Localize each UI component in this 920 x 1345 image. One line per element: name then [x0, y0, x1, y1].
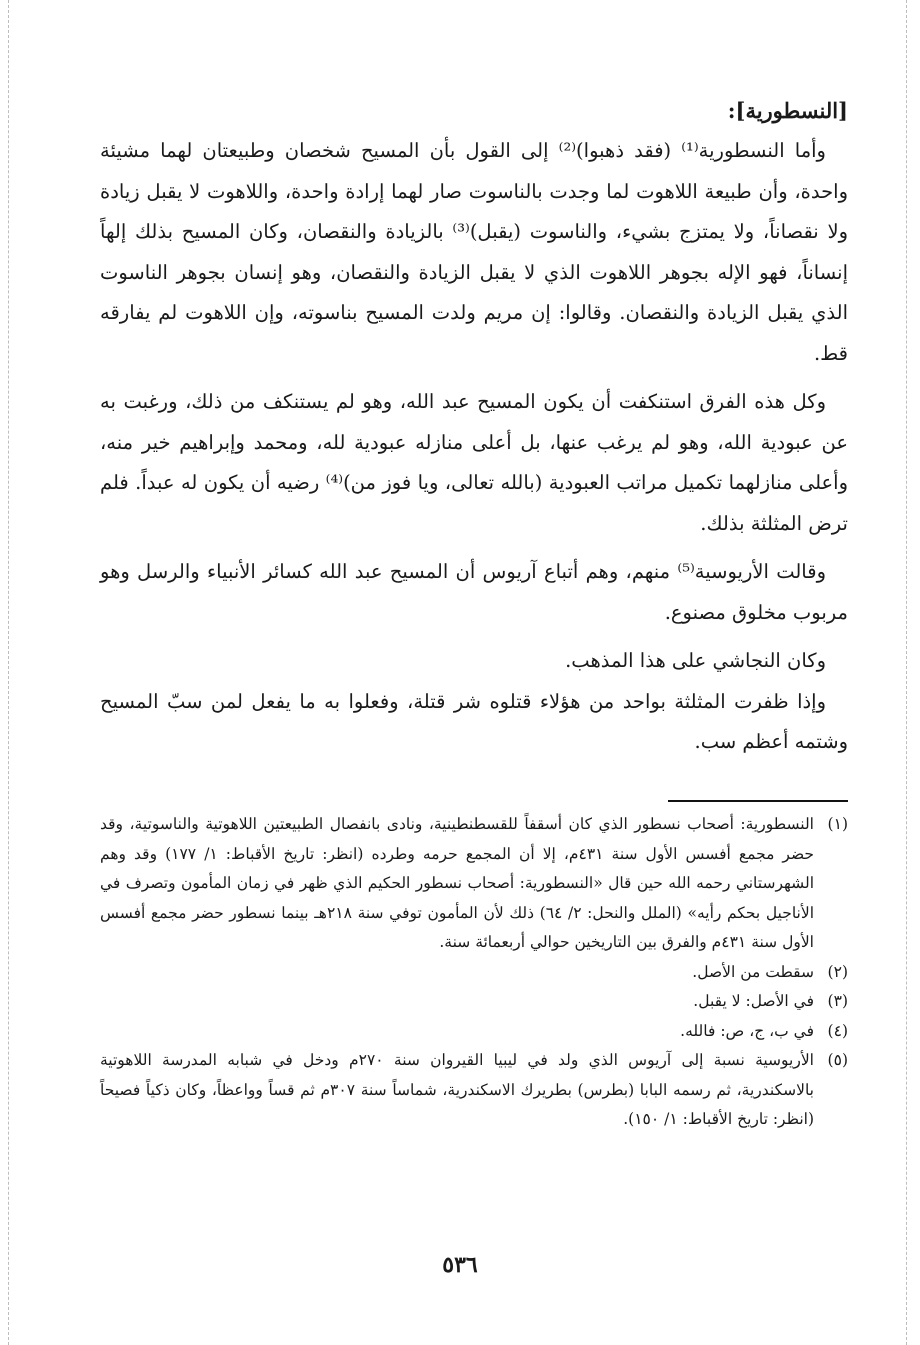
paragraph-servitude: وكل هذه الفرق استنكفت أن يكون المسيح عبد الله، وهو لم يستنكف من ذلك، ورغبت به عن عبودية الله، وهو لم يرغب عنها، بل أعلى منازله عبودية لله، ومحمد وإبراهيم خير منه، وأعلى منازلهما تكميل مراتب العبودية (بالله تعالى، ويا فوز من)⁽⁴⁾ رضيه أن يكون له عبداً. فلم ترض المثلثة بذلك. [100, 390, 849, 535]
footnote-number: (٥) [827, 1051, 848, 1069]
footnote-text: في ب، ج، ص: فالله. [680, 1021, 814, 1040]
footnote-number: (٤) [827, 1021, 848, 1040]
footnote [100, 810, 848, 958]
paragraph-arians: وقالت الأريوسية⁽⁵⁾ منهم، وهم أتباع آريوس أن المسيح عبد الله كسائر الأنبياء والرسل وهو مربوب مخلوق مصنوع. [100, 560, 848, 624]
paragraph-negus: وكان النجاشي على هذا المذهب. [565, 649, 826, 672]
footnotes [100, 810, 848, 1135]
footnote [100, 958, 848, 988]
footnote-separator [668, 800, 848, 802]
footnote-number: (١) [827, 815, 848, 833]
main-text [100, 95, 848, 771]
footnote-text: في الأصل: لا يقبل. [693, 992, 814, 1010]
footnote-text: سقطت من الأصل. [692, 962, 814, 981]
footnote-number: (٣) [827, 992, 848, 1010]
right-margin-guide [906, 0, 907, 1345]
section-heading: [النسطورية]: [727, 98, 848, 123]
footnote [100, 1017, 848, 1047]
left-margin-guide [8, 0, 9, 1345]
paragraph-nestorians: وأما النسطورية⁽¹⁾ (فقد ذهبوا)⁽²⁾ إلى القول بأن المسيح شخصان وطبيعتان لهما مشيئة واحدة، وأن طبيعة اللاهوت لما وجدت بالناسوت صار لهما إرادة واحدة، واللاهوت لا يقبل زيادة ولا نقصاناً، ولا يمتزج بشيء، والناسوت (يقبل)⁽³⁾ بالزيادة والنقصان، وكان المسيح بذلك إلهاً إنساناً، فهو الإله بجوهر اللاهوت الذي لا يقبل الزيادة والنقصان، وهو إنسان بجوهر الناسوت الذي يقبل الزيادة والنقصان. وقالوا: إن مريم ولدت المسيح بناسوته، وإن اللاهوت لم يفارقه قط. [100, 139, 848, 365]
footnote [100, 1046, 848, 1135]
page-number: ٥٣٦ [442, 1252, 478, 1278]
footnote-text: النسطورية: أصحاب نسطور الذي كان أسقفاً للقسطنطينية، ونادى بانفصال الطبيعتين اللاهوتية والناسوتية، وقد حضر مجمع أفسس الأول سنة ٤٣١م، إلا أن المجمع حرمه وطرده (انظر: تاريخ الأقباط: ١/ ١٧٧) وقد وهم الشهرستاني رحمه الله حين قال «النسطورية: أصحاب نسطور الحكيم الذي ظهر في زمان المأمون وتصرف في الأناجيل بحكم رأيه» (الملل والنحل: ٢/ ٦٤) ذلك لأن المأمون توفي سنة ٢١٨هـ بينما نسطور حضر مجمع أفسس الأول سنة ٤٣١م والفرق بين التاريخين حوالي أربعمائة سنة. [100, 815, 815, 951]
footnote [100, 987, 848, 1017]
paragraph-persecution: وإذا ظفرت المثلثة بواحد من هؤلاء قتلوه شر قتلة، وفعلوا به ما يفعل لمن سبّ المسيح وشتمه أعظم سب. [100, 689, 848, 753]
footnote-number: (٢) [827, 962, 848, 981]
footnote-text: الأريوسية نسبة إلى آريوس الذي ولد في ليبيا القيروان سنة ٢٧٠م ودخل في شبابه المدرسة اللاهوتية بالاسكندرية، ثم رسمه البابا (بطرس) بطريرك الاسكندرية، شماساً سنة ٣٠٧م ثم قساً وواعظاً، وكان ذكياً فصيحاً (انظر: تاريخ الأقباط: ١/ ١٥٠). [100, 1051, 814, 1128]
